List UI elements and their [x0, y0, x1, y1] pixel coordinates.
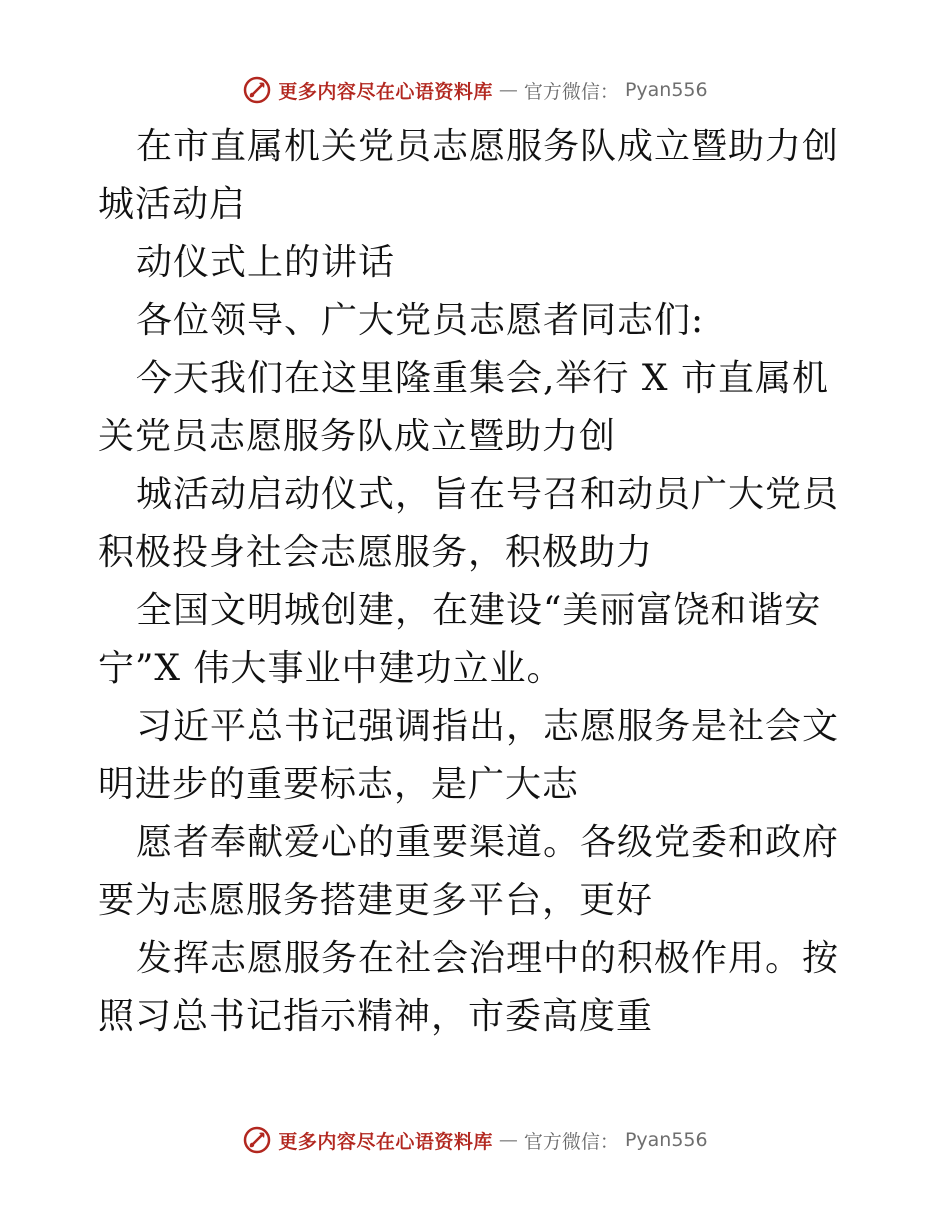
watermark-label: 官方微信： [523, 80, 619, 103]
watermark-separator: — [498, 79, 518, 101]
watermark-main-text: 更多内容尽在心语资料库 [278, 80, 493, 103]
watermark-wechat-id: Pyan556 [624, 79, 708, 101]
document-title-line-1: 在市直属机关党员志愿服务队成立暨助力创城活动启 [98, 126, 840, 225]
document-title-line-2: 动仪式上的讲话 [136, 242, 396, 283]
watermark-wechat-id: Pyan556 [624, 1129, 708, 1151]
salutation: 各位领导、广大党员志愿者同志们: [136, 300, 705, 341]
quill-seal-icon [242, 75, 272, 105]
body-paragraph: 发挥志愿服务在社会治理中的积极作用。按照习总书记指示精神，市委高度重 [98, 938, 840, 1037]
body-paragraph: 城活动启动仪式，旨在号召和动员广大党员积极投身社会志愿服务，积极助力 [98, 474, 840, 573]
watermark-label: 官方微信： [523, 1130, 619, 1153]
header-watermark [0, 72, 950, 108]
footer-watermark [0, 1122, 950, 1158]
quill-seal-icon [242, 1125, 272, 1155]
watermark-separator: — [498, 1129, 518, 1151]
watermark-main-text: 更多内容尽在心语资料库 [278, 1130, 493, 1153]
body-paragraph: 全国文明城创建，在建设“美丽富饶和谐安宁”X 伟大事业中建功立业。 [98, 590, 822, 689]
body-paragraph: 今天我们在这里隆重集会,举行 X 市直属机关党员志愿服务队成立暨助力创 [98, 358, 829, 457]
body-paragraph: 习近平总书记强调指出，志愿服务是社会文明进步的重要标志，是广大志 [98, 706, 840, 805]
body-paragraph: 愿者奉献爱心的重要渠道。各级党委和政府要为志愿服务搭建更多平台，更好 [98, 822, 840, 921]
document-body [98, 118, 858, 1046]
